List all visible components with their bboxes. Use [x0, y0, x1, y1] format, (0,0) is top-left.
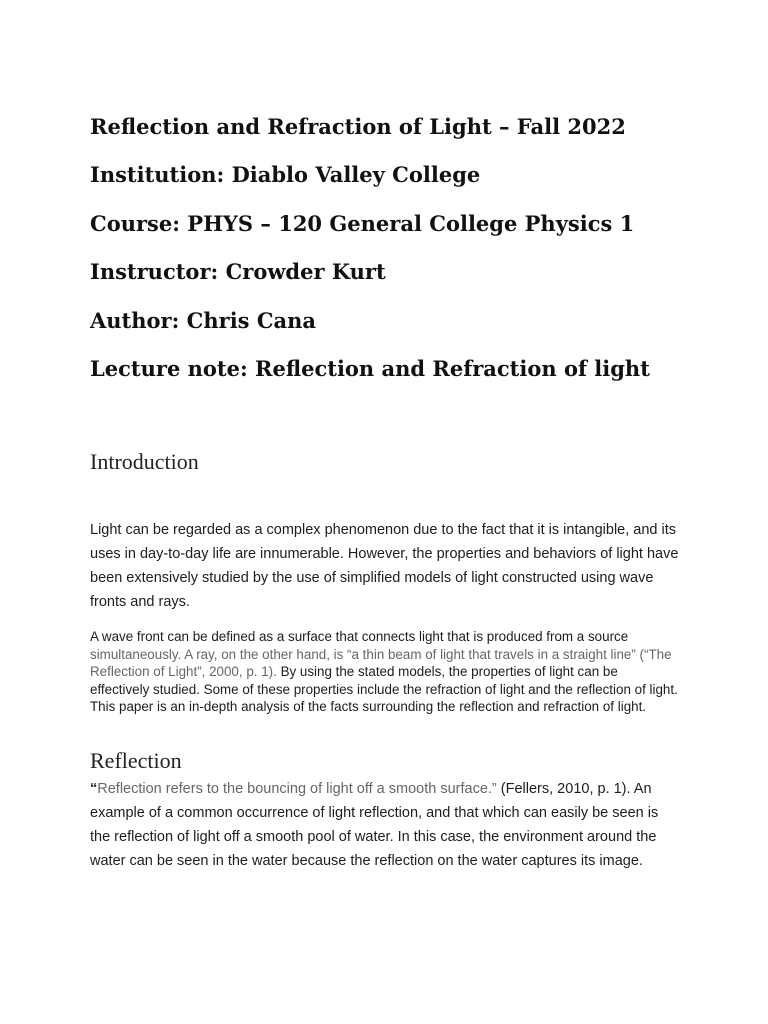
paragraph-2-quoted-definition: simultaneously. A ray, on the other hand, is “a thin beam of light that travels in a straight line” (“The Reflection of Light”, 2000, p. 1). [90, 646, 672, 680]
document-title: Reflection and Refraction of Light – Fall 2022 [90, 114, 626, 139]
reflection-definition-quote: Reflection refers to the bouncing of light off a smooth surface.” [97, 781, 497, 797]
instructor-line: Instructor: Crowder Kurt [90, 259, 386, 284]
author-line: Author: Chris Cana [90, 308, 317, 333]
institution-line: Institution: Diablo Valley College [90, 162, 481, 187]
course-line: Course: PHYS – 120 General College Physics 1 [90, 211, 635, 236]
paragraph-2-part-3: By using the stated models, the properties of light can be effectively studied. Some of these properties include the refraction of light and the reflection of light. This paper is an in-depth analysis of the facts surrounding the reflection and refraction of light. [90, 664, 678, 715]
reflection-citation-and-body: (Fellers, 2010, p. 1). An example of a common occurrence of light reflection, and that which can easily be seen is the reflection of light off a smooth pool of water. In this case, the environment around the water can be seen in the water because the reflection on the water captures its image. [90, 781, 659, 869]
lecture-note-line: Lecture note: Reflection and Refraction of light [90, 356, 650, 381]
reflection-paragraph [90, 777, 680, 873]
introduction-paragraph-1: Light can be regarded as a complex phenomenon due to the fact that it is intangible, and its uses in day-to-day life are innumerable. However, the properties and behaviors of light have been extensively studied by the use of simplified models of light constructed using wave fronts and rays. [90, 522, 679, 610]
opening-quote-mark: “ [90, 781, 98, 797]
paragraph-2-part-1: A wave front can be defined as a surface that connects light that is produced from a source [90, 629, 629, 644]
introduction-paragraph-2 [90, 628, 680, 716]
introduction-heading: Introduction [90, 449, 199, 474]
reflection-heading: Reflection [90, 748, 182, 773]
